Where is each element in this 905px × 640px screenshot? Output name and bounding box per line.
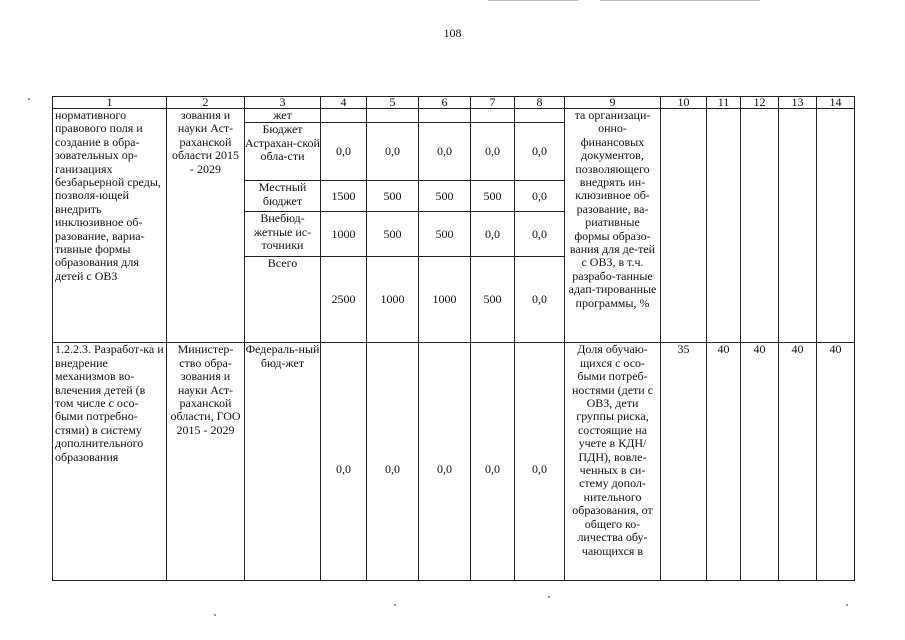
target-cell <box>779 109 817 343</box>
amount-cell: 0,0 <box>515 343 565 581</box>
amount-cell: 1000 <box>321 212 367 257</box>
amount-cell: 500 <box>367 212 419 257</box>
indicator-cell: Доля обучаю-щихся с осо-быми потреб-ностями (дети с ОВЗ, дети группы риска, состоящие на учете в КДН/ ПДН), вовле-ченных в си-стему допол-нительного образования, от общего ко-личества обу-чающихся в <box>565 343 661 581</box>
amount-cell: 0,0 <box>419 343 471 581</box>
target-cell: 40 <box>707 343 741 581</box>
col-header: 2 <box>167 97 245 109</box>
target-cell <box>707 109 741 343</box>
measure-name-cell: нормативного правового поля и создание в обра-зовательных ор-ганизациях безбарьерной среды, позволя-ющей внедрить инклюзивное об-разование, вариа-тивные формы образования для детей с ОВЗ <box>53 109 167 343</box>
scan-speck <box>214 614 216 616</box>
target-cell: 35 <box>661 343 707 581</box>
amount-cell: 0,0 <box>515 123 565 181</box>
amount-cell: 0,0 <box>515 212 565 257</box>
col-header: 1 <box>53 97 167 109</box>
program-table <box>52 96 855 581</box>
col-header: 8 <box>515 97 565 109</box>
target-cell <box>741 109 779 343</box>
amount-cell: 0,0 <box>367 343 419 581</box>
col-header: 3 <box>245 97 321 109</box>
amount-cell: 500 <box>471 257 515 343</box>
col-header: 4 <box>321 97 367 109</box>
col-header: 12 <box>741 97 779 109</box>
funding-source-cell: Внебюд-жетные ис-точники <box>245 212 321 257</box>
amount-cell <box>419 109 471 123</box>
top-edge-line <box>600 0 760 1</box>
scan-speck <box>548 596 550 598</box>
executor-cell: Министер-ство обра-зования и науки Аст-раханской области, ГОО 2015 - 2029 <box>167 343 245 581</box>
amount-cell <box>515 109 565 123</box>
amount-cell: 0,0 <box>471 123 515 181</box>
amount-cell <box>367 109 419 123</box>
amount-cell: 1000 <box>419 257 471 343</box>
amount-cell: 1000 <box>367 257 419 343</box>
col-header: 9 <box>565 97 661 109</box>
funding-source-cell: Местный бюджет <box>245 181 321 212</box>
col-header: 6 <box>419 97 471 109</box>
amount-cell: 0,0 <box>367 123 419 181</box>
target-cell: 40 <box>741 343 779 581</box>
funding-source-cell: Бюджет Астрахан-ской обла-сти <box>245 123 321 181</box>
executor-cell: зования и науки Аст-раханской области 2015 - 2029 <box>167 109 245 343</box>
table-row <box>53 343 855 581</box>
scan-speck <box>28 98 30 100</box>
measure-name-cell: 1.2.2.3. Разработ-ка и внедрение механизмов во-влечения детей (в том числе с осо-быми потребно-стями) в систему дополнительного образования <box>53 343 167 581</box>
funding-source-cell: жет <box>245 109 321 123</box>
col-header: 11 <box>707 97 741 109</box>
amount-cell: 500 <box>471 181 515 212</box>
amount-cell: 0,0 <box>471 212 515 257</box>
funding-source-cell: Федераль-ный бюд-жет <box>245 343 321 581</box>
page-number: 108 <box>443 26 462 40</box>
target-cell <box>661 109 707 343</box>
indicator-cell: та организаци-онно-финансовых документов, позволяющего внедрять ин-клюзивное об-разование, ва-риативные формы образо-вания для де-тей с ОВЗ, в т.ч. разрабо-танные адап-тированные программы, % <box>565 109 661 343</box>
col-header: 13 <box>779 97 817 109</box>
scan-speck <box>394 604 396 606</box>
amount-cell: 500 <box>419 181 471 212</box>
col-header: 7 <box>471 97 515 109</box>
col-header: 14 <box>817 97 855 109</box>
scan-speck <box>846 604 848 606</box>
table-row <box>53 109 855 123</box>
amount-cell <box>471 109 515 123</box>
amount-cell: 0,0 <box>471 343 515 581</box>
amount-cell: 0,0 <box>515 257 565 343</box>
amount-cell: 0,0 <box>321 343 367 581</box>
top-edge-line <box>488 0 578 1</box>
amount-cell: 500 <box>419 212 471 257</box>
col-header: 10 <box>661 97 707 109</box>
column-number-row <box>53 97 855 109</box>
target-cell <box>817 109 855 343</box>
amount-cell: 1500 <box>321 181 367 212</box>
funding-source-cell: Всего <box>245 257 321 343</box>
amount-cell: 0,0 <box>321 123 367 181</box>
amount-cell: 0,0 <box>419 123 471 181</box>
amount-cell: 2500 <box>321 257 367 343</box>
amount-cell: 500 <box>367 181 419 212</box>
amount-cell <box>321 109 367 123</box>
col-header: 5 <box>367 97 419 109</box>
target-cell: 40 <box>779 343 817 581</box>
target-cell: 40 <box>817 343 855 581</box>
amount-cell: 0,0 <box>515 181 565 212</box>
